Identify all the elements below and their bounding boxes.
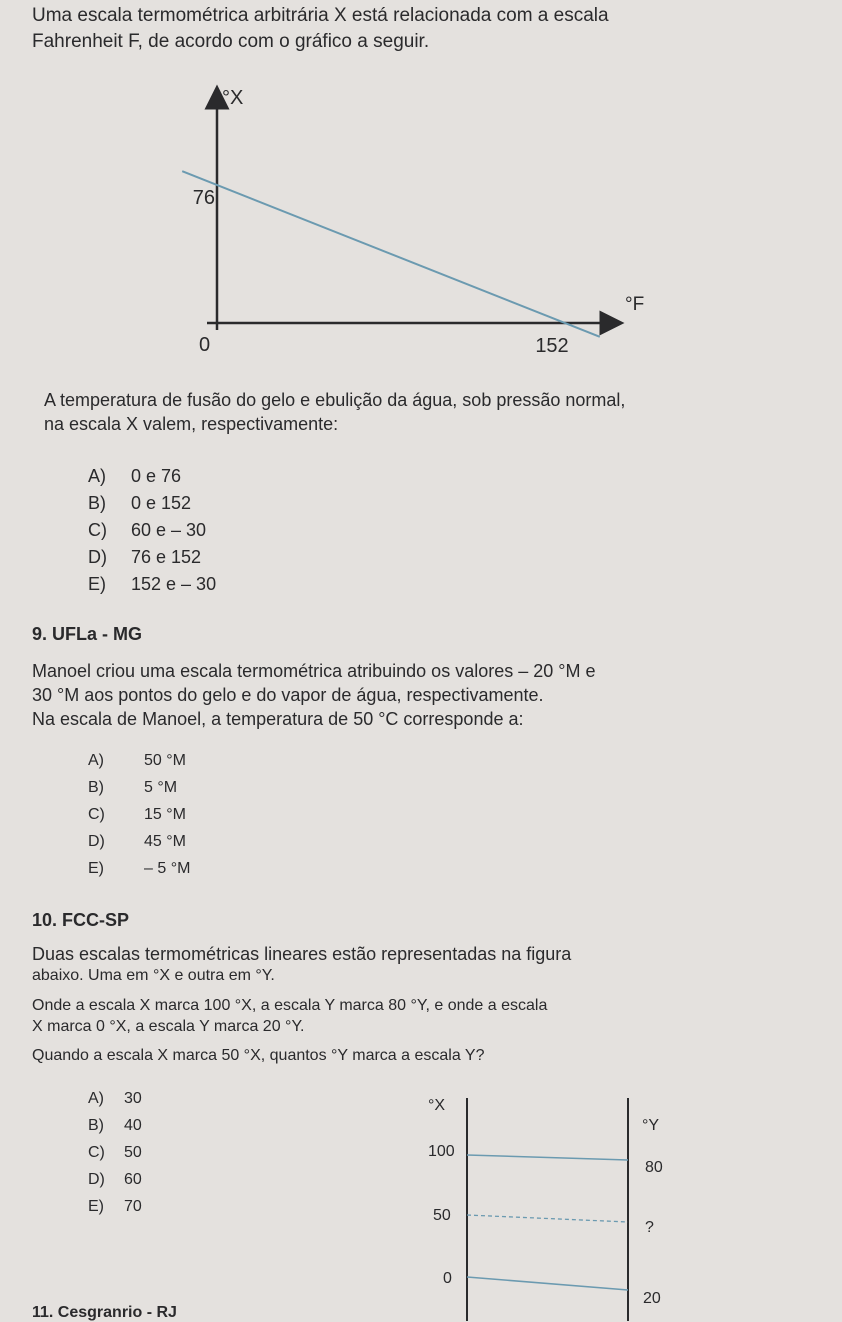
level-0-20 (467, 1277, 628, 1290)
q10-line5: Quando a escala X marca 50 °X, quantos °Y marca a escala Y? (32, 1047, 485, 1064)
q9-option-b[interactable]: B) 5 °M (88, 779, 178, 796)
q8-question-line1: A temperatura de fusão do gelo e ebulição da água, sob pressão normal, (44, 390, 626, 410)
q8-option-a[interactable]: A) 0 e 76 (88, 466, 182, 486)
q10-line4: X marca 0 °X, a escala Y marca 20 °Y. (32, 1018, 305, 1035)
x-value-50: 50 (433, 1207, 451, 1224)
q10-line1: Duas escalas termométricas lineares estão representadas na figura (32, 944, 572, 964)
q10-line3: Onde a escala X marca 100 °X, a escala Y marca 80 °Y, e onde a escala (32, 997, 548, 1014)
q10-option-b[interactable]: B) 40 (88, 1117, 142, 1134)
q8-option-e[interactable]: E) 152 e – 30 (88, 574, 217, 594)
y-value-20: 20 (643, 1290, 661, 1307)
q10-option-e[interactable]: E) 70 (88, 1198, 142, 1215)
q8-question-line2: na escala X valem, respectivamente: (44, 414, 339, 434)
q8-option-d[interactable]: D) 76 e 152 (88, 547, 202, 567)
y-scale-label: °Y (642, 1117, 660, 1134)
q8-intro-line2: Fahrenheit F, de acordo com o gráfico a seguir. (32, 31, 430, 52)
q8-option-c[interactable]: C) 60 e – 30 (88, 520, 207, 540)
q10-option-d[interactable]: D) 60 (88, 1171, 142, 1188)
x-scale-label: °X (428, 1097, 446, 1114)
q9-line1: Manoel criou uma escala termométrica atribuindo os valores – 20 °M e (32, 661, 596, 681)
level-50-unknown (467, 1215, 628, 1222)
q8-intro-line1: Uma escala termométrica arbitrária X está relacionada com a escala (32, 5, 609, 26)
q10-option-c[interactable]: C) 50 (88, 1144, 142, 1161)
level-100-80 (467, 1155, 628, 1160)
x-value-0: 0 (443, 1270, 452, 1287)
q10-option-a[interactable]: A) 30 (88, 1090, 142, 1107)
q9-line2: 30 °M aos pontos do gelo e do vapor de água, respectivamente. (32, 685, 544, 705)
q10-line2: abaixo. Uma em °X e outra em °Y. (32, 967, 275, 984)
q9-option-a[interactable]: A) 50 °M (88, 752, 186, 769)
next-question-header: 11. Cesgranrio - RJ (32, 1304, 177, 1321)
q9-option-e[interactable]: E) – 5 °M (88, 860, 191, 877)
q9-option-c[interactable]: C) 15 °M (88, 806, 186, 823)
q9-line3: Na escala de Manoel, a temperatura de 50 °C corresponde a: (32, 709, 524, 729)
origin-label: 0 (199, 334, 211, 356)
x-tick-152: 152 (535, 335, 569, 357)
y-value-80: 80 (645, 1159, 663, 1176)
q10-header: 10. FCC-SP (32, 910, 130, 930)
x-axis-label: °F (625, 294, 645, 315)
q9-header: 9. UFLa - MG (32, 624, 143, 644)
x-value-100: 100 (428, 1143, 455, 1160)
q8-option-b[interactable]: B) 0 e 152 (88, 493, 192, 513)
y-value-unknown: ? (645, 1219, 654, 1236)
y-tick-76: 76 (192, 187, 215, 209)
q9-option-d[interactable]: D) 45 °M (88, 833, 186, 850)
y-axis-label: °X (222, 87, 244, 109)
